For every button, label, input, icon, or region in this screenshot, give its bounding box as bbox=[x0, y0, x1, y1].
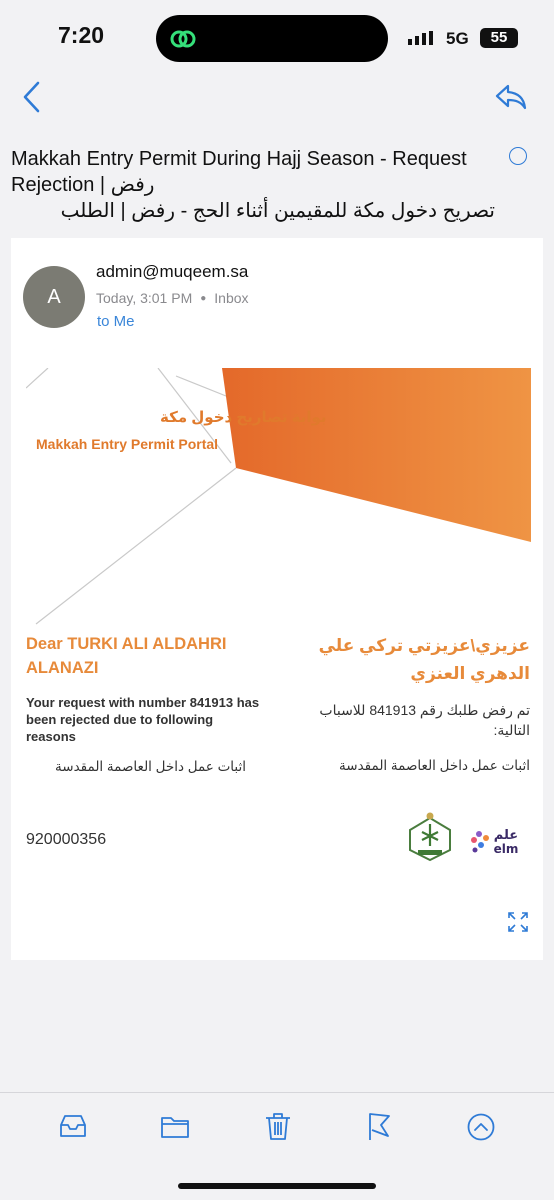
move-to-folder-button[interactable] bbox=[160, 1110, 190, 1144]
portal-title-en: Makkah Entry Permit Portal bbox=[36, 436, 219, 452]
network-type: 5G bbox=[446, 29, 469, 48]
support-phone[interactable]: 920000356 bbox=[26, 831, 107, 848]
recipient-link[interactable]: to Me bbox=[97, 313, 135, 330]
archive-button[interactable] bbox=[58, 1110, 88, 1144]
home-indicator bbox=[178, 1183, 376, 1189]
passports-emblem-icon bbox=[404, 810, 456, 862]
elm-logo bbox=[468, 826, 532, 856]
email-subject bbox=[11, 146, 495, 224]
toolbar-divider bbox=[0, 1092, 554, 1093]
sender-address[interactable]: admin@muqeem.sa bbox=[96, 262, 249, 281]
trash-button[interactable] bbox=[263, 1110, 293, 1144]
expand-icon[interactable] bbox=[507, 911, 529, 933]
reason-ar-column: اثبات عمل داخل العاصمة المقدسة bbox=[339, 758, 530, 773]
greeting-ar: عزيزي\عزيزتي تركي علي الدهري العنزي bbox=[318, 636, 530, 683]
portal-banner bbox=[26, 368, 531, 626]
elm-logo-en: elm bbox=[493, 842, 519, 856]
subject-line-ar: تصريح دخول مكة للمقيمين أثناء الحج - رفض | الطلب bbox=[60, 200, 495, 222]
portal-title-ar: بوابة تصاريح دخول مكة bbox=[160, 409, 327, 426]
subject-line-en: Makkah Entry Permit During Hajj Season - Request Rejection | رفض bbox=[11, 148, 467, 196]
elm-logo-ar: علم bbox=[493, 828, 519, 843]
greeting-en: Dear TURKI ALI ALDAHRI ALANAZI bbox=[26, 635, 227, 677]
message-date: Today, 3:01 PM bbox=[96, 290, 193, 306]
rejection-text-ar: تم رفض طلبك رقم 841913 للاسباب التالية: bbox=[319, 702, 530, 738]
flag-button[interactable] bbox=[364, 1110, 394, 1144]
link-activity-icon bbox=[168, 24, 198, 54]
cellular-signal-icon bbox=[408, 31, 438, 45]
mailbox-label: Inbox bbox=[214, 290, 249, 306]
back-button[interactable] bbox=[18, 80, 48, 114]
mark-unread-toggle[interactable] bbox=[509, 147, 527, 165]
avatar: A bbox=[23, 266, 85, 328]
battery-indicator: 55 bbox=[480, 28, 518, 48]
reason-en-column: اثبات عمل داخل العاصمة المقدسة bbox=[55, 759, 246, 774]
status-time: 7:20 bbox=[58, 22, 105, 48]
rejection-text-en: Your request with number 841913 has been rejected due to following reasons bbox=[26, 695, 260, 744]
reply-button[interactable] bbox=[494, 82, 528, 112]
message-meta: Today, 3:01 PM ● Inbox bbox=[96, 290, 249, 306]
more-actions-button[interactable] bbox=[466, 1110, 496, 1144]
